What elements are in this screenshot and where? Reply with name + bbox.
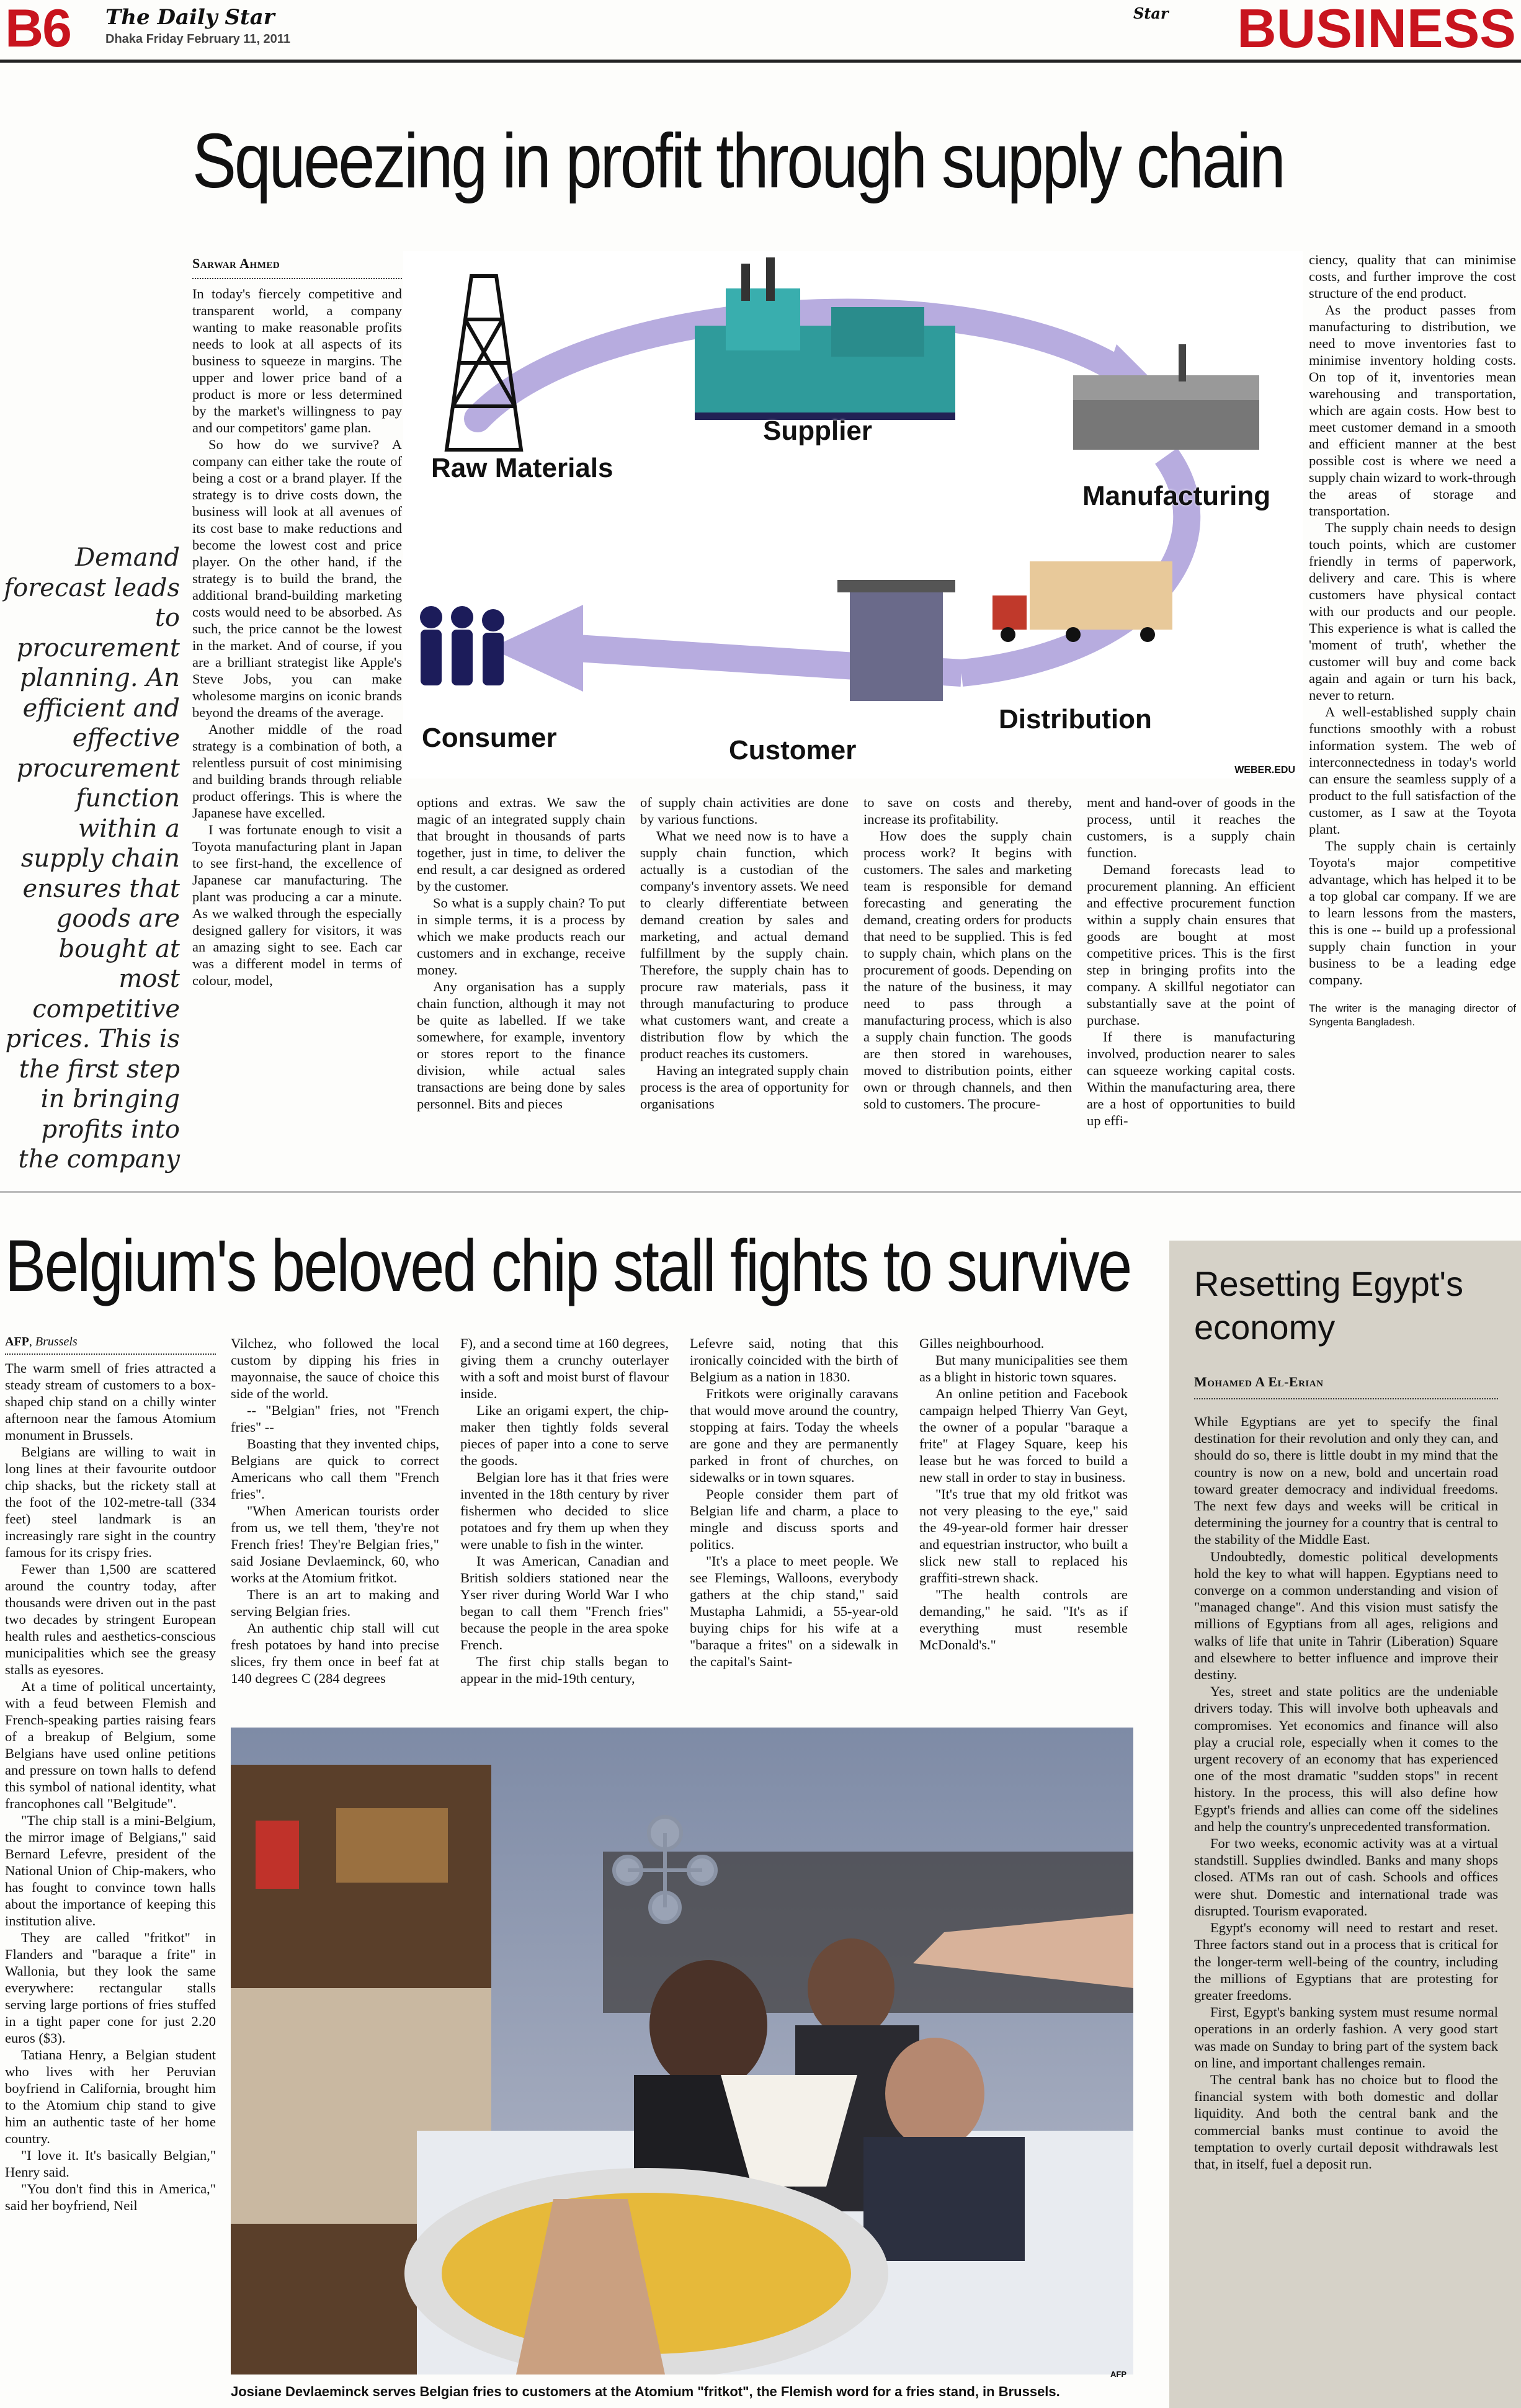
paragraph: As the product passes from manufacturing to distribution, we need to move inventories fast to minimise inventory holding costs. On top of it, inventories mean warehousing and transportation, which are again costs. How best to meet customer demand in a smooth and efficient manner at the best possible cost is where we need a supply chain wizard to work-through the areas of storage and transportation. <box>1309 302 1516 519</box>
page-number: B6 <box>5 0 71 58</box>
section-logo: Star <box>1133 4 1169 22</box>
article-byline: Sarwar Ahmed <box>192 256 280 271</box>
paragraph: What we need now is to have a supply chain function, which actually is a custodian of the company's inventory assets. We need to clearly differentiate between demand creation by sales and marketing, and actual demand fulfillment by the supply chain. Therefore, the supply chain has to procure raw materials, pass it through manufacturing to produce what customers want, and create a distribution flow by which the product reaches its customers. <box>640 828 849 1061</box>
label-supplier: Supplier <box>763 416 873 446</box>
paragraph: "When American tourists order from us, we tell them, 'they're not French fries! They're Belgian fries," said Josiane Devlaeminck, 60, who works at the Atomium fritkot. <box>231 1503 439 1585</box>
factory-icon <box>695 257 955 420</box>
paragraph: Belgians are willing to wait in long lines at their favourite outdoor chip shacks, but the rickety stall at the foot of the 102-metre-tall (334 feet) steel landmark is an increasingly rare sight in the country famous for its crispy fries. <box>5 1444 216 1560</box>
label-distribution: Distribution <box>999 704 1152 734</box>
paragraph: F), and a second time at 160 degrees, giving them a crunchy outerlayer with a soft and moist burst of flavour inside. <box>460 1336 669 1401</box>
paragraph: ment and hand-over of goods in the process, until it reaches the customers, is a supply chain function. <box>1087 795 1295 860</box>
paragraph: ciency, quality that can minimise costs, and further improve the cost structure of the end product. <box>1309 252 1516 301</box>
paragraph: The supply chain needs to design touch points, which are customer friendly in terms of paperwork, delivery and care. This is where customers have physical contact with our products and our people. This experience is what is called the 'moment of truth', whether the customer will buy and come back again and again or turn his back, never to return. <box>1309 520 1516 703</box>
paragraph: Boasting that they invented chips, Belgians are quick to correct Americans who call them "French fries". <box>231 1436 439 1502</box>
paragraph: "The health controls are demanding," he said. "It's as if everything must resemble McDonald's." <box>919 1587 1128 1652</box>
paragraph: I was fortunate enough to visit a Toyota manufacturing plant in Japan to see first-hand, the excellence of Japanese car manufacturing. The plant was producing a car a minute. As we walked through the especially designed gallery for visitors, it was an amazing sight to see. Each car was a different model in terms of colour, model, <box>192 822 402 988</box>
paragraph: "I love it. It's basically Belgian," Henry said. <box>5 2147 216 2180</box>
paragraph: At a time of political uncertainty, with a feud between Flemish and French-speaking parties raising fears of a breakup of Belgium, some Belgians have used online petitions and pressure on town halls to defend this symbol of national identity, what francophones call "Belgitude". <box>5 1679 216 1811</box>
dateline-divider <box>5 1353 216 1355</box>
sidebar-byline: Mohamed A El-Erian <box>1194 1374 1324 1389</box>
paragraph: Fewer than 1,500 are scattered around the country today, after thousands were driven out in the past two decades by stringent European health rules and aesthetics-conscious municipalities which see the greasy stalls as eyesores. <box>5 1561 216 1677</box>
supply-chain-cycle-illustration <box>403 251 1303 778</box>
paragraph: Fritkots were originally caravans that would move around the country, stopping at fairs. Today the wheels are gone and they are permanently parked in front of churches, on sidewalks or in town squares. <box>690 1386 898 1485</box>
paragraph: For two weeks, economic activity was at a virtual standstill. Supplies dwindled. Banks and many shops closed. ATMs ran out of cash. Schools and offices were shut. Domestic and international trade was disrupted. Tourism evaporated. <box>1194 1835 1498 1919</box>
paragraph: Like an origami expert, the chip-maker then tightly folds several pieces of paper into a cone to serve the goods. <box>460 1402 669 1468</box>
paragraph: An online petition and Facebook campaign helped Thierry Van Geyt, the owner of a popular "baraque a frite" at Flagey Square, keep his lease but he was forced to build a new stall in order to stay in business. <box>919 1386 1128 1485</box>
fries-stall-photo <box>231 1728 1133 2375</box>
dateline-city: Brussels <box>35 1335 78 1349</box>
article2-column-3 <box>460 1335 669 1687</box>
paragraph: So how do we survive? A company can either take the route of being a cost or a brand player. If the strategy is to drive costs down, the business will look at all avenues of its cost base to make reductions and become the lowest cost and price player. On the other hand, if the strategy is to build the brand, the additional brand-building marketing costs would need to be absorbed. As such, the price cannot be the lowest in the market. And of course, if you are a brilliant strategist like Apple's Steve Jobs, you can make wholesome margins on iconic brands beyond the dreams of the average. <box>192 437 402 720</box>
label-consumer: Consumer <box>422 723 557 753</box>
paragraph: In today's fiercely competitive and transparent world, a company wanting to make reasonable profits needs to look at all aspects of its business to squeeze in margins. The upper and lower price band of a product is more or less determined by the market's willingness to pay and our competitors' game plan. <box>192 286 402 435</box>
article2-headline: Belgium's beloved chip stall fights to survive <box>5 1225 1131 1307</box>
photo-credit: AFP <box>1110 2370 1126 2379</box>
paragraph: Vilchez, who followed the local custom by dipping his fries in mayonnaise, the sauce of choice this side of the world. <box>231 1336 439 1401</box>
article1-column-4 <box>863 794 1072 1112</box>
paragraph: Another middle of the road strategy is a combination of both, a relentless pursuit of cost minimising and building brands through reliable product offerings. This is where the Japanese have excelled. <box>192 721 402 821</box>
paragraph: to save on costs and thereby, increase its profitability. <box>863 795 1072 827</box>
paragraph: options and extras. We saw the magic of an integrated supply chain that brought in thousands of parts together, just in time, to deliver the end result, a car designed as ordered by the customer. <box>417 795 625 894</box>
paragraph: of supply chain activities are done by various functions. <box>640 795 849 827</box>
paragraph: Egypt's economy will need to restart and reset. Three factors stand out in a process that is critical for the longer-term well-being of the country, including the millions of Egyptians that are protesting for greater freedoms. <box>1194 1920 1498 2003</box>
label-customer: Customer <box>729 735 857 765</box>
paragraph: Undoubtedly, domestic political developments hold the key to what will happen. Egyptians need to converge on a common understanding and vision of "managed change". And this vision must satisfy the millions of Egyptians from all ages, religions and walks of life that unite in Tahrir (Liberation) Square and elsewhere to better influence and improve their destiny. <box>1194 1548 1498 1683</box>
sidebar-body <box>1194 1413 1498 2172</box>
paragraph: Lefevre said, noting that this ironically coincided with the birth of Belgium as a nation in 1830. <box>690 1336 898 1385</box>
customer-building-icon <box>837 580 955 701</box>
consumer-people-icon <box>420 606 504 685</box>
dateline: Dhaka Friday February 11, 2011 <box>105 32 290 46</box>
paragraph: A well-established supply chain functions smoothly with a robust information system. The web of interconnectedness in today's world can ensure the seamless supply of a product to the full satisfaction of the customer, as I saw at the Toyota plant. <box>1309 704 1516 837</box>
author-note: The writer is the managing director of Syngenta Bangladesh. <box>1309 1002 1516 1028</box>
paragraph: The central bank has no choice but to flood the financial system with both domestic and dollar liquidity. And both the central bank and the commercial banks must continue to avoid the temptation to overly curtail deposit withdrawals lest that, in itself, fuel a deposit run. <box>1194 2071 1498 2172</box>
paragraph: They are called "fritkot" in Flanders and "baraque a frite" in Wallonia, but they look the same everywhere: rectangular stalls serving large portions of fries stuffed in a tight paper cone for just 2.20 euros ($3). <box>5 1930 216 2046</box>
article2-column-1 <box>5 1360 216 2214</box>
header-rule <box>0 60 1521 63</box>
paragraph: The warm smell of fries attracted a steady stream of customers to a box-shaped chip stand on a chilly winter afternoon near the famous Atomium monument in Brussels. <box>5 1360 216 1443</box>
fries-photo-illustration <box>231 1728 1133 2375</box>
dateline-agency: AFP <box>5 1335 29 1349</box>
paragraph: An authentic chip stall will cut fresh potatoes by hand into precise slices, fry them once in beef fat at 140 degrees C (284 degrees <box>231 1620 439 1686</box>
paragraph: But many municipalities see them as a blight in historic town squares. <box>919 1352 1128 1385</box>
section-divider <box>0 1191 1521 1193</box>
diagram-credit: WEBER.EDU <box>1234 765 1295 775</box>
paragraph: If there is manufacturing involved, production nearer to sales can squeeze working capital costs. Within the manufacturing area, there are a host of opportunities to build up effi- <box>1087 1029 1295 1128</box>
paragraph: -- "Belgian" fries, not "French fries" -- <box>231 1402 439 1435</box>
article1-column-2 <box>417 794 625 1112</box>
sidebar-byline-divider <box>1194 1398 1498 1399</box>
paragraph: "The chip stall is a mini-Belgium, the mirror image of Belgians," said Bernard Lefevre, president of the National Union of Chip-makers, who has fought to convince town halls about the importance of keeping this institution alive. <box>5 1813 216 1929</box>
photo-caption: Josiane Devlaeminck serves Belgian fries to customers at the Atomium "fritkot", the Flemish word for a fries stand, in Brussels. <box>231 2384 1060 2399</box>
paragraph: The first chip stalls began to appear in the mid-19th century, <box>460 1654 669 1686</box>
byline-divider <box>192 278 402 279</box>
paragraph: Having an integrated supply chain process is the area of opportunity for organisations <box>640 1063 849 1112</box>
article1-column-1 <box>192 285 402 989</box>
paragraph: Belgian lore has it that fries were invented in the 18th century by river fishermen who decided to slice potatoes and fry them up when they were unable to fish in the winter. <box>460 1469 669 1552</box>
paragraph: The supply chain is certainly Toyota's major competitive advantage, which has helped it to be a top global car company. If we are to learn lessons from the masters, this is one -- build up a professional supply chain function in your business to be a leading edge company. <box>1309 838 1516 988</box>
label-manufacturing: Manufacturing <box>1082 481 1271 511</box>
paragraph: Demand forecasts lead to procurement planning. An efficient and effective procurement function within a supply chain ensures that goods are bought at most competitive prices. This is the first step in bringing profits into the company. A skillful negotiator can substantially save at the point of purchase. <box>1087 862 1295 1028</box>
article1-column-3 <box>640 794 849 1112</box>
section-title: BUSINESS <box>1237 0 1516 59</box>
article2-dateline: AFP, Brussels <box>5 1335 78 1349</box>
article2-column-4 <box>690 1335 898 1670</box>
newspaper-name: The Daily Star <box>105 5 275 30</box>
article2-column-2 <box>231 1335 439 1687</box>
paragraph: So what is a supply chain? To put in simple terms, it is a process by which we make products reach our customers and in exchange, receive money. <box>417 895 625 978</box>
sidebar-headline: Resetting Egypt's economy <box>1194 1264 1464 1347</box>
paragraph: Yes, street and state politics are the undeniable drivers today. This will involve both upheavals and compromises. Yet economics and finance will also play a crucial role, especially when it comes to the urgent recovery of an economy that has experienced one of the most dramatic "sudden stops" in recent history. In the process, this will also define how Egypt's friends and allies can come off the sidelines and help the country's unprecedented transformation. <box>1194 1683 1498 1834</box>
supply-chain-diagram <box>403 251 1303 778</box>
paragraph: "It's true that my old fritkot was not very pleasing to the eye," said the 49-year-old former hair dresser and equestrian instructor, who built a slick new stall to replaced his graffiti-strewn shack. <box>919 1486 1128 1585</box>
paragraph: "You don't find this in America," said her boyfriend, Neil <box>5 2181 216 2213</box>
paragraph: It was American, Canadian and British soldiers stationed near the Yser river during World War I who began to call them "French fries" because the people in the area spoke French. <box>460 1553 669 1652</box>
paragraph: While Egyptians are yet to specify the final destination for their revolution and only they can, and should do so, there is little doubt in my mind that the country is now on a new, bold and uncertain road toward greater democracy and individual freedoms. The next few days and weeks will be critical in determining the journey for a country that is central to the stability of the Middle East. <box>1194 1414 1498 1548</box>
paragraph: Any organisation has a supply chain function, although it may not be quite as labelled. If we take somewhere, for example, inventory or stores report to the finance division, while actual sales transactions are being done by sales personnel. Bits and pieces <box>417 979 625 1112</box>
paragraph: "It's a place to meet people. We see Flemings, Walloons, everybody gathers at the chip stand," said Mustapha Lahmidi, a 55-year-old buying chips for his wife at a "baraque a frites" on a sidewalk in the capital's Saint- <box>690 1553 898 1669</box>
article1-column-5 <box>1087 794 1295 1129</box>
article1-column-6 <box>1309 251 1516 1029</box>
paragraph: People consider them part of Belgian life and charm, a place to mingle and discuss sports and politics. <box>690 1486 898 1552</box>
article2-column-5 <box>919 1335 1128 1653</box>
paragraph: How does the supply chain process work? It begins with customers. The sales and marketing team is responsible for demand forecasting and generating the demand, creating orders for products that need to be supplied. This is fed to supply chain, which plans on the procurement of goods. Depending on the nature of the business, it may need to pass through a manufacturing process, which is also a supply chain function. The goods are then stored in warehouses, moved to distribution points, either own or through channels, and then sold to customers. The procure- <box>863 828 1072 1112</box>
paragraph: Gilles neighbourhood. <box>919 1336 1045 1351</box>
pull-quote: Demand forecast leads to procurement planning. An efficient and effective procurement function within a supply chain ensures that goods are bought at most competitive prices. This is the first step in bringing profits into the company <box>4 543 180 1174</box>
label-raw-materials: Raw Materials <box>431 453 613 483</box>
article-headline: Squeezing in profit through supply chain <box>192 118 1284 204</box>
paragraph: First, Egypt's banking system must resume normal operations in an orderly fashion. A very good start was made on Sunday to bring part of the system back on line, and important challenges remain. <box>1194 2004 1498 2071</box>
paragraph: There is an art to making and serving Belgian fries. <box>231 1587 439 1619</box>
paragraph: Tatiana Henry, a Belgian student who lives with her Peruvian boyfriend in California, brought him to the Atomium chip stand to give him an authentic taste of her home country. <box>5 2047 216 2146</box>
